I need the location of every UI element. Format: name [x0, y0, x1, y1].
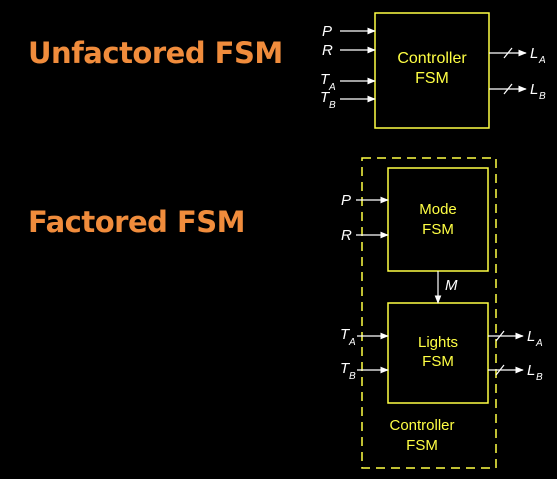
lights-fsm-label-1: Lights	[417, 334, 459, 351]
input-ta-subscript: A	[329, 82, 336, 93]
mode-fsm-label-1: Mode	[419, 201, 457, 218]
unfactored-heading: Unfactored FSM	[28, 36, 283, 70]
factored-diagram	[340, 158, 543, 468]
output-la-label: L	[530, 45, 539, 62]
factored-input-ta-subscript: A	[349, 337, 356, 348]
input-r-label: R	[322, 42, 333, 59]
mode-fsm-box	[388, 168, 488, 271]
factored-output-lb-label: L	[527, 362, 536, 379]
controller-fsm-label-1: Controller	[389, 417, 455, 434]
factored-input-p-label: P	[341, 192, 352, 209]
input-tb-subscript: B	[329, 100, 336, 111]
factored-output-lb-subscript: B	[536, 372, 543, 383]
factored-input-tb-subscript: B	[349, 371, 356, 382]
output-lb-subscript: B	[539, 91, 546, 102]
input-ta-label: T	[320, 71, 330, 88]
unfactored-diagram	[320, 13, 546, 128]
lights-fsm-label-2: FSM	[422, 353, 454, 370]
input-tb-label: T	[320, 89, 330, 106]
factored-output-la-subscript: A	[536, 338, 543, 349]
controller-fsm-label-2: FSM	[406, 437, 438, 454]
factored-input-tb-label: T	[340, 360, 350, 377]
factored-input-r-label: R	[341, 227, 352, 244]
factored-input-ta-label: T	[340, 326, 350, 343]
m-signal-label: M	[445, 277, 458, 294]
output-la-subscript: A	[539, 55, 546, 66]
factored-output-la-label: L	[527, 328, 536, 345]
factored-heading: Factored FSM	[28, 205, 246, 239]
controller-fsm-label-1: Controller	[397, 50, 467, 67]
controller-fsm-label-2: FSM	[415, 70, 449, 87]
output-lb-label: L	[530, 81, 539, 98]
mode-fsm-label-2: FSM	[422, 221, 454, 238]
input-p-label: P	[322, 23, 333, 40]
